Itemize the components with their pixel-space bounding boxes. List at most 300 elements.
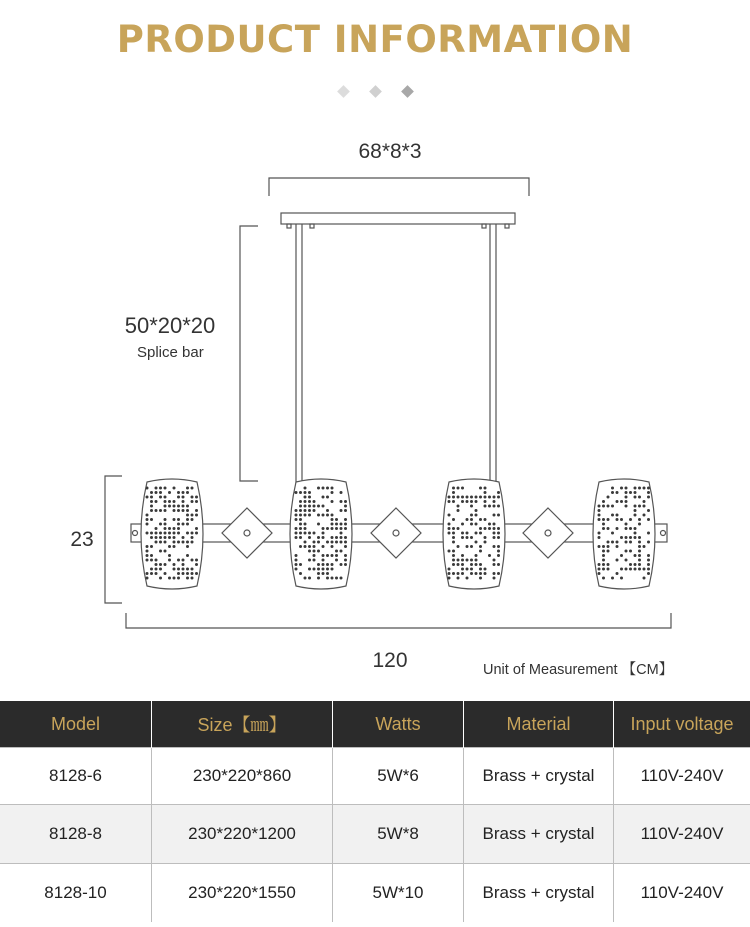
crystal-dot bbox=[611, 514, 614, 517]
crystal-dot bbox=[335, 536, 338, 539]
crystal-dot bbox=[448, 568, 451, 571]
crystal-dot bbox=[155, 500, 158, 503]
crystal-dot bbox=[457, 545, 460, 548]
crystal-dot bbox=[295, 554, 298, 557]
crystal-dot bbox=[479, 496, 482, 499]
crystal-dot bbox=[461, 572, 464, 575]
crystal-dot bbox=[616, 518, 619, 521]
crystal-dot bbox=[598, 536, 601, 539]
crystal-dot bbox=[313, 550, 316, 553]
crystal-dot bbox=[625, 541, 628, 544]
crystal-dot bbox=[475, 523, 478, 526]
crystal-dot bbox=[461, 563, 464, 566]
crystal-dot bbox=[497, 496, 500, 499]
crystal-dot bbox=[322, 487, 325, 490]
crystal-dot bbox=[304, 527, 307, 530]
splice-bar-label: Splice bar bbox=[137, 344, 204, 361]
crystal-dot bbox=[475, 500, 478, 503]
crystal-dot bbox=[607, 568, 610, 571]
crystal-dot bbox=[322, 505, 325, 508]
crystal-dot bbox=[313, 505, 316, 508]
crystal-dot bbox=[146, 545, 149, 548]
crystal-dot bbox=[616, 500, 619, 503]
crystal-dot bbox=[625, 496, 628, 499]
crystal-dot bbox=[452, 487, 455, 490]
crystal-dot bbox=[295, 532, 298, 535]
crystal-dot bbox=[452, 541, 455, 544]
crystal-dot bbox=[182, 509, 185, 512]
crystal-dot bbox=[643, 545, 646, 548]
crystal-dot bbox=[479, 577, 482, 580]
length-dimension-line bbox=[126, 613, 671, 628]
crystal-dot bbox=[457, 559, 460, 562]
crystal-dot bbox=[150, 559, 153, 562]
suspension-rod bbox=[490, 224, 496, 485]
crystal-dot bbox=[335, 550, 338, 553]
crystal-dot bbox=[475, 559, 478, 562]
crystal-dot bbox=[331, 514, 334, 517]
canopy-dimension-label: 68*8*3 bbox=[358, 140, 422, 163]
crystal-dot bbox=[168, 491, 171, 494]
crystal-dot bbox=[479, 572, 482, 575]
crystal-dot bbox=[647, 559, 650, 562]
crystal-dot bbox=[611, 532, 614, 535]
crystal-dot bbox=[484, 568, 487, 571]
crystal-dot bbox=[326, 563, 329, 566]
crystal-dot bbox=[326, 527, 329, 530]
crystal-dot bbox=[308, 550, 311, 553]
crystal-dot bbox=[146, 487, 149, 490]
crystal-dot bbox=[182, 536, 185, 539]
crystal-dot bbox=[150, 554, 153, 557]
crystal-dot bbox=[168, 527, 171, 530]
crystal-dot bbox=[326, 568, 329, 571]
crystal-dot bbox=[186, 572, 189, 575]
crystal-dot bbox=[344, 518, 347, 521]
crystal-dot bbox=[322, 536, 325, 539]
cell-input-voltage: 110V-240V bbox=[614, 805, 750, 864]
crystal-dot bbox=[620, 518, 623, 521]
crystal-dot bbox=[634, 554, 637, 557]
crystal-dot bbox=[155, 509, 158, 512]
crystal-dot bbox=[195, 527, 198, 530]
crystal-dot bbox=[191, 541, 194, 544]
crystal-dot bbox=[146, 518, 149, 521]
crystal-dot bbox=[186, 505, 189, 508]
crystal-dot bbox=[625, 505, 628, 508]
crystal-dot bbox=[598, 563, 601, 566]
crystal-dot bbox=[331, 523, 334, 526]
crystal-dot bbox=[182, 568, 185, 571]
column-header-size: Size【㎜】 bbox=[152, 701, 333, 748]
crystal-dot bbox=[470, 514, 473, 517]
crystal-dot bbox=[326, 554, 329, 557]
crystal-dot bbox=[182, 523, 185, 526]
crystal-dot bbox=[313, 532, 316, 535]
crystal-dot bbox=[638, 536, 641, 539]
crystal-dot bbox=[186, 487, 189, 490]
crystal-dot bbox=[173, 527, 176, 530]
crystal-dot bbox=[164, 572, 167, 575]
crystal-dot bbox=[331, 536, 334, 539]
crystal-dot bbox=[299, 509, 302, 512]
crystal-dot bbox=[173, 500, 176, 503]
crystal-dot bbox=[299, 518, 302, 521]
crystal-dot bbox=[308, 496, 311, 499]
crystal-dot bbox=[150, 518, 153, 521]
crystal-dot bbox=[155, 532, 158, 535]
cell-watts: 5W*6 bbox=[333, 748, 464, 805]
suspension-rod bbox=[296, 224, 302, 485]
crystal-dot bbox=[186, 518, 189, 521]
crystal-dot bbox=[466, 545, 469, 548]
crystal-dot bbox=[191, 559, 194, 562]
crystal-dot bbox=[616, 514, 619, 517]
crystal-dot bbox=[317, 541, 320, 544]
crystal-dot bbox=[629, 541, 632, 544]
crystal-dot bbox=[155, 491, 158, 494]
crystal-dot bbox=[475, 572, 478, 575]
crystal-dot bbox=[182, 491, 185, 494]
crystal-dot bbox=[191, 496, 194, 499]
crystal-dot bbox=[304, 541, 307, 544]
crystal-dot bbox=[304, 577, 307, 580]
crystal-dot bbox=[168, 559, 171, 562]
crystal-dot bbox=[164, 509, 167, 512]
crystal-dot bbox=[620, 500, 623, 503]
crystal-dot bbox=[331, 487, 334, 490]
crystal-dot bbox=[470, 559, 473, 562]
crystal-dot bbox=[602, 568, 605, 571]
crystal-dot bbox=[322, 496, 325, 499]
crystal-dot bbox=[331, 568, 334, 571]
crystal-dot bbox=[643, 505, 646, 508]
crystal-dot bbox=[340, 563, 343, 566]
crystal-dot bbox=[299, 514, 302, 517]
crystal-dot bbox=[607, 527, 610, 530]
crystal-dot bbox=[159, 496, 162, 499]
crystal-dot bbox=[634, 527, 637, 530]
crystal-dot bbox=[470, 545, 473, 548]
crystal-dot bbox=[479, 532, 482, 535]
crystal-dot bbox=[479, 568, 482, 571]
crystal-dot bbox=[452, 527, 455, 530]
crystal-dot bbox=[448, 550, 451, 553]
cell-size: 230*220*1200 bbox=[152, 805, 333, 864]
crystal-dot bbox=[479, 545, 482, 548]
crystal-dot bbox=[452, 518, 455, 521]
crystal-dot bbox=[629, 518, 632, 521]
crystal-dot bbox=[625, 523, 628, 526]
crystal-dot bbox=[150, 500, 153, 503]
crystal-dot bbox=[295, 563, 298, 566]
crystal-dot bbox=[497, 491, 500, 494]
crystal-dot bbox=[479, 550, 482, 553]
crystal-dot bbox=[647, 563, 650, 566]
crystal-dot bbox=[304, 487, 307, 490]
crystal-dot bbox=[164, 518, 167, 521]
crystal-dot bbox=[164, 536, 167, 539]
crystal-dot bbox=[186, 514, 189, 517]
crystal-dot bbox=[493, 563, 496, 566]
crystal-dot bbox=[461, 500, 464, 503]
crystal-dot bbox=[182, 572, 185, 575]
table-row bbox=[0, 748, 750, 805]
crystal-dot bbox=[308, 509, 311, 512]
crystal-dot bbox=[146, 523, 149, 526]
crystal-dot bbox=[322, 568, 325, 571]
crystal-dot bbox=[344, 523, 347, 526]
column-header-watts: Watts bbox=[333, 701, 464, 748]
crystal-dot bbox=[317, 568, 320, 571]
crystal-dot bbox=[340, 541, 343, 544]
crystal-dot bbox=[340, 532, 343, 535]
crystal-dot bbox=[146, 532, 149, 535]
crystal-dot bbox=[488, 527, 491, 530]
crystal-dot bbox=[647, 554, 650, 557]
crystal-dot bbox=[643, 500, 646, 503]
crystal-dot bbox=[177, 527, 180, 530]
crystal-dot bbox=[344, 500, 347, 503]
crystal-dot bbox=[326, 541, 329, 544]
crystal-dot bbox=[299, 536, 302, 539]
crystal-dot bbox=[331, 554, 334, 557]
crystal-dot bbox=[452, 491, 455, 494]
crystal-dot bbox=[304, 545, 307, 548]
splice-dimension-label: 50*20*20 bbox=[124, 313, 216, 338]
cell-watts: 5W*10 bbox=[333, 864, 464, 923]
crystal-dot bbox=[598, 545, 601, 548]
crystal-dot bbox=[461, 554, 464, 557]
crystal-dot bbox=[475, 541, 478, 544]
crystal-dot bbox=[497, 527, 500, 530]
crystal-dot bbox=[186, 577, 189, 580]
crystal-dot bbox=[497, 514, 500, 517]
crystal-dot bbox=[186, 554, 189, 557]
crystal-dot bbox=[322, 554, 325, 557]
crystal-dot bbox=[317, 536, 320, 539]
crystal-dot bbox=[340, 500, 343, 503]
crystal-dot bbox=[461, 487, 464, 490]
crystal-dot bbox=[448, 527, 451, 530]
crystal-dot bbox=[164, 532, 167, 535]
column-header-input-voltage: Input voltage bbox=[614, 701, 750, 748]
crystal-dot bbox=[159, 550, 162, 553]
crystal-dot bbox=[340, 577, 343, 580]
crystal-dot bbox=[620, 487, 623, 490]
crystal-dot bbox=[634, 505, 637, 508]
crystal-dot bbox=[177, 568, 180, 571]
crystal-dot bbox=[331, 500, 334, 503]
crystal-dot bbox=[602, 559, 605, 562]
crystal-dot bbox=[299, 532, 302, 535]
crystal-dot bbox=[457, 487, 460, 490]
crystal-dot bbox=[457, 505, 460, 508]
crystal-dot bbox=[159, 532, 162, 535]
crystal-dot bbox=[625, 500, 628, 503]
cell-model: 8128-10 bbox=[0, 864, 152, 923]
crystal-dot bbox=[457, 509, 460, 512]
crystal-dot bbox=[159, 491, 162, 494]
crystal-dot bbox=[488, 523, 491, 526]
crystal-dot bbox=[331, 577, 334, 580]
crystal-dot bbox=[322, 527, 325, 530]
crystal-dot bbox=[479, 563, 482, 566]
crystal-dot bbox=[322, 563, 325, 566]
crystal-dot bbox=[168, 536, 171, 539]
crystal-dot bbox=[607, 550, 610, 553]
crystal-dot bbox=[331, 491, 334, 494]
crystal-dot bbox=[475, 496, 478, 499]
crystal-dot bbox=[191, 568, 194, 571]
crystal-dot bbox=[620, 577, 623, 580]
crystal-dot bbox=[164, 563, 167, 566]
crystal-dot bbox=[150, 509, 153, 512]
crystal-dot bbox=[638, 541, 641, 544]
crystal-dot bbox=[625, 568, 628, 571]
page-title: PRODUCT INFORMATION bbox=[116, 18, 634, 61]
crystal-dot bbox=[195, 532, 198, 535]
crystal-dot bbox=[616, 545, 619, 548]
crystal-dot bbox=[340, 536, 343, 539]
crystal-shade bbox=[443, 479, 505, 589]
crystal-dot bbox=[602, 563, 605, 566]
crystal-dot bbox=[484, 496, 487, 499]
crystal-dot bbox=[344, 559, 347, 562]
crystal-dot bbox=[484, 536, 487, 539]
crystal-dot bbox=[488, 505, 491, 508]
crystal-shade bbox=[290, 479, 352, 589]
crystal-dot bbox=[479, 487, 482, 490]
crystal-dot bbox=[191, 577, 194, 580]
crystal-dot bbox=[497, 545, 500, 548]
crystal-dot bbox=[304, 532, 307, 535]
crystal-dot bbox=[638, 568, 641, 571]
crystal-dot bbox=[602, 554, 605, 557]
crystal-dot bbox=[457, 527, 460, 530]
crystal-dot bbox=[607, 505, 610, 508]
crystal-dot bbox=[470, 568, 473, 571]
crystal-dot bbox=[638, 505, 641, 508]
length-dimension-label: 120 bbox=[372, 649, 408, 672]
crystal-dot bbox=[299, 545, 302, 548]
canopy-plate bbox=[281, 213, 515, 224]
crystal-dot bbox=[484, 500, 487, 503]
crystal-dot bbox=[493, 514, 496, 517]
crystal-dot bbox=[607, 518, 610, 521]
crystal-dot bbox=[173, 536, 176, 539]
crystal-dot bbox=[484, 572, 487, 575]
crystal-dot bbox=[647, 532, 650, 535]
crystal-dot bbox=[317, 577, 320, 580]
crystal-dot bbox=[159, 509, 162, 512]
crystal-dot bbox=[168, 500, 171, 503]
crystal-dot bbox=[168, 532, 171, 535]
crystal-dot bbox=[322, 532, 325, 535]
crystal-dot bbox=[602, 523, 605, 526]
crystal-dot bbox=[150, 532, 153, 535]
crystal-dot bbox=[634, 568, 637, 571]
crystal-dot bbox=[335, 523, 338, 526]
connector-rivet bbox=[244, 530, 250, 536]
crystal-dot bbox=[195, 563, 198, 566]
crystal-dot bbox=[308, 491, 311, 494]
crystal-dot bbox=[304, 509, 307, 512]
crystal-dot bbox=[470, 523, 473, 526]
crystal-dot bbox=[173, 518, 176, 521]
crystal-dot bbox=[607, 496, 610, 499]
crystal-dot bbox=[164, 496, 167, 499]
crystal-dot bbox=[340, 550, 343, 553]
crystal-dot bbox=[313, 568, 316, 571]
crystal-dot bbox=[647, 496, 650, 499]
crystal-dot bbox=[493, 527, 496, 530]
crystal-dot bbox=[466, 532, 469, 535]
crystal-dot bbox=[602, 545, 605, 548]
crystal-dot bbox=[304, 491, 307, 494]
crystal-dot bbox=[643, 487, 646, 490]
crystal-dot bbox=[317, 505, 320, 508]
crystal-dot bbox=[470, 563, 473, 566]
crystal-dot bbox=[448, 532, 451, 535]
crystal-dot bbox=[602, 577, 605, 580]
crystal-dot bbox=[643, 577, 646, 580]
crystal-dot bbox=[620, 536, 623, 539]
crystal-dot bbox=[313, 509, 316, 512]
crystal-dot bbox=[150, 491, 153, 494]
crystal-dot bbox=[326, 496, 329, 499]
crystal-dot bbox=[322, 545, 325, 548]
crystal-dot bbox=[304, 514, 307, 517]
crystal-dot bbox=[638, 518, 641, 521]
crystal-dot bbox=[177, 532, 180, 535]
crystal-dot bbox=[195, 496, 198, 499]
crystal-dot bbox=[177, 509, 180, 512]
crystal-shade bbox=[141, 479, 203, 589]
crystal-dot bbox=[475, 509, 478, 512]
crystal-dot bbox=[168, 505, 171, 508]
crystal-dot bbox=[466, 496, 469, 499]
crystal-dot bbox=[150, 572, 153, 575]
crystal-dot bbox=[299, 505, 302, 508]
crystal-dot bbox=[448, 577, 451, 580]
crystal-dot bbox=[295, 509, 298, 512]
crystal-dot bbox=[313, 541, 316, 544]
crystal-dot bbox=[308, 536, 311, 539]
crystal-dot bbox=[173, 505, 176, 508]
crystal-dot bbox=[611, 541, 614, 544]
crystal-dot bbox=[475, 554, 478, 557]
crystal-dot bbox=[313, 545, 316, 548]
crystal-dot bbox=[638, 545, 641, 548]
crystal-dot bbox=[484, 487, 487, 490]
crystal-dot bbox=[155, 568, 158, 571]
crystal-dot bbox=[164, 487, 167, 490]
crystal-dot bbox=[322, 572, 325, 575]
crystal-dot bbox=[186, 491, 189, 494]
crystal-dot bbox=[299, 563, 302, 566]
crystal-dot bbox=[317, 550, 320, 553]
crystal-dot bbox=[344, 563, 347, 566]
crystal-dot bbox=[186, 523, 189, 526]
table-row bbox=[0, 805, 750, 864]
crystal-dot bbox=[497, 572, 500, 575]
canopy-dimension-line bbox=[269, 178, 529, 196]
crystal-dot bbox=[461, 536, 464, 539]
crystal-dot bbox=[457, 496, 460, 499]
crystal-dot bbox=[295, 491, 298, 494]
crystal-dot bbox=[177, 541, 180, 544]
